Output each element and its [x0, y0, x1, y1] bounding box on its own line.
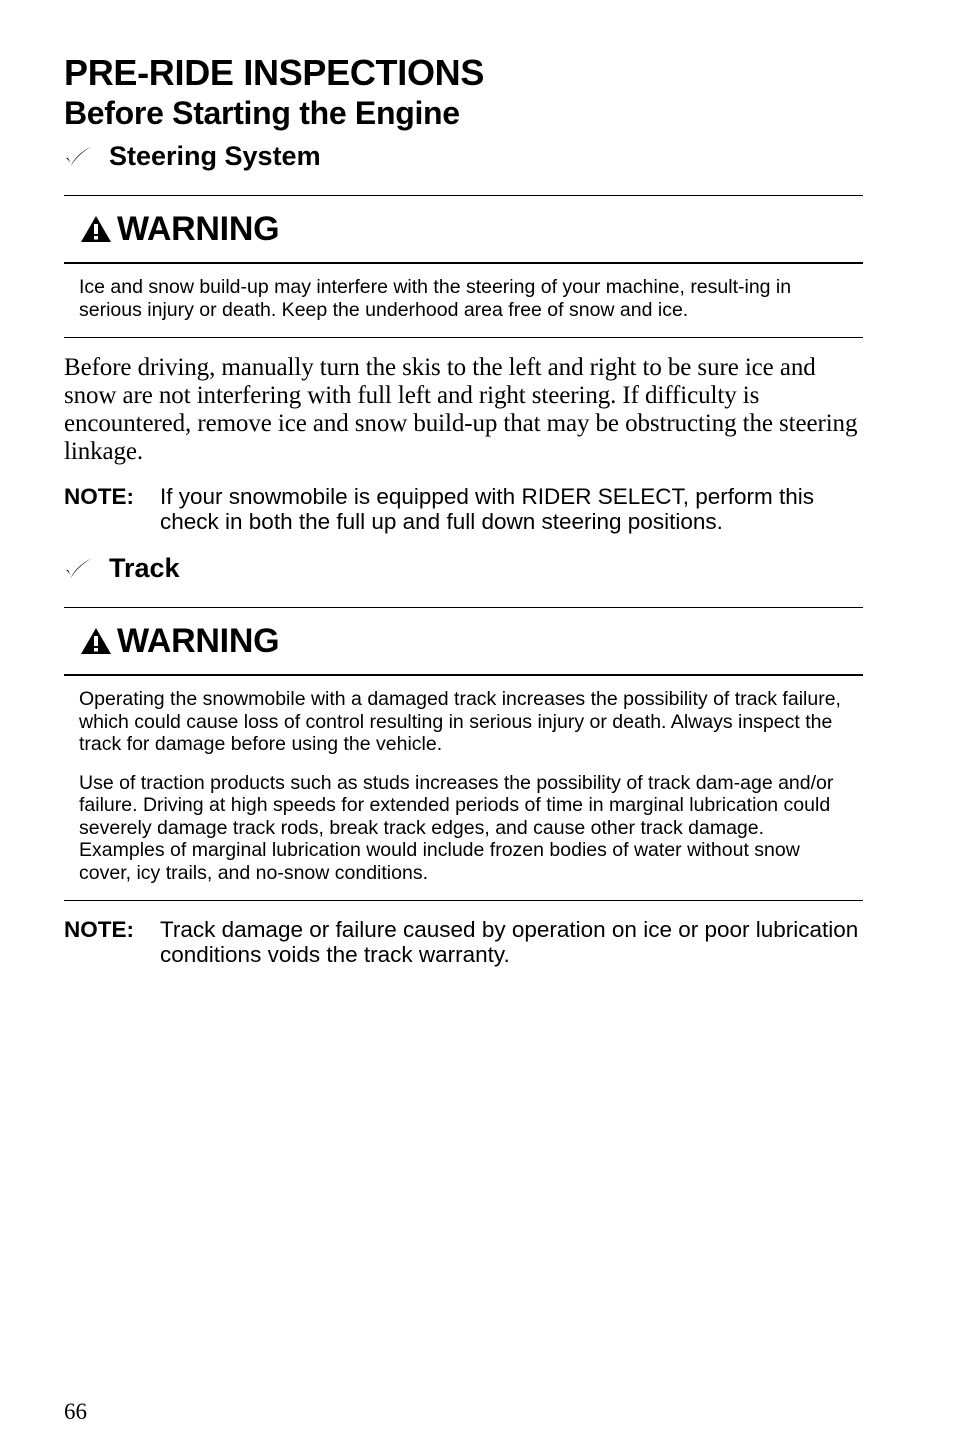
page-subtitle: Before Starting the Engine — [64, 95, 460, 131]
warning-triangle-icon — [79, 214, 113, 244]
checkmark-icon — [64, 556, 94, 580]
steering-warning-text: Ice and snow build-up may interfere with the steering of your machine, result-ing in serious injury or death. Keep the underhood area free of snow and ice. — [79, 276, 792, 321]
steering-warning-body — [64, 264, 863, 337]
track-note-label: NOTE: — [64, 917, 134, 942]
steering-heading — [64, 140, 863, 172]
steering-heading-label: Steering System — [109, 141, 321, 171]
page-title: PRE-RIDE INSPECTIONS — [64, 52, 485, 93]
track-note-text: Track damage or failure caused by operation on ice or poor lubrication conditions voids the track warranty. — [160, 917, 859, 967]
warning-triangle-icon — [79, 626, 113, 656]
steering-warning-box — [64, 195, 863, 338]
manual-page — [64, 52, 863, 967]
track-heading-label: Track — [109, 553, 180, 583]
steering-note-label: NOTE: — [64, 484, 134, 509]
track-warning-header — [64, 608, 863, 676]
steering-warning-header — [64, 196, 863, 264]
track-warning-text-2: Use of traction products such as studs increases the possibility of track dam-age and/or failure. Driving at high speeds for extended periods of time in marginal lubrication could severely damage track rods, break track edges, and cause other track damage. Examples of marginal lubrication would include frozen bodies of water without snow cover, icy trails, and no-snow conditions. — [79, 771, 834, 884]
track-heading — [64, 552, 863, 584]
track-note — [64, 917, 863, 967]
steering-warning-title: WARNING — [117, 209, 280, 248]
track-warning-title: WARNING — [117, 621, 280, 660]
page-number: 66 — [64, 1399, 87, 1424]
track-warning-box — [64, 607, 863, 901]
checkmark-icon — [64, 144, 94, 168]
steering-body-text: Before driving, manually turn the skis to the left and right to be sure ice and snow are not interfering with full left and right steering. If difficulty is encountered, remove ice and snow build-up that may be obstructing the steering linkage. — [64, 354, 858, 465]
track-warning-text-1: Operating the snowmobile with a damaged track increases the possibility of track failure, which could cause loss of control resulting in serious injury or death. Always inspect the track for damage before using the vehicle. — [79, 688, 841, 755]
steering-note-text: If your snowmobile is equipped with RIDER SELECT, perform this check in both the full up and full down steering positions. — [160, 484, 815, 534]
track-warning-body — [64, 676, 863, 900]
steering-note — [64, 484, 863, 534]
